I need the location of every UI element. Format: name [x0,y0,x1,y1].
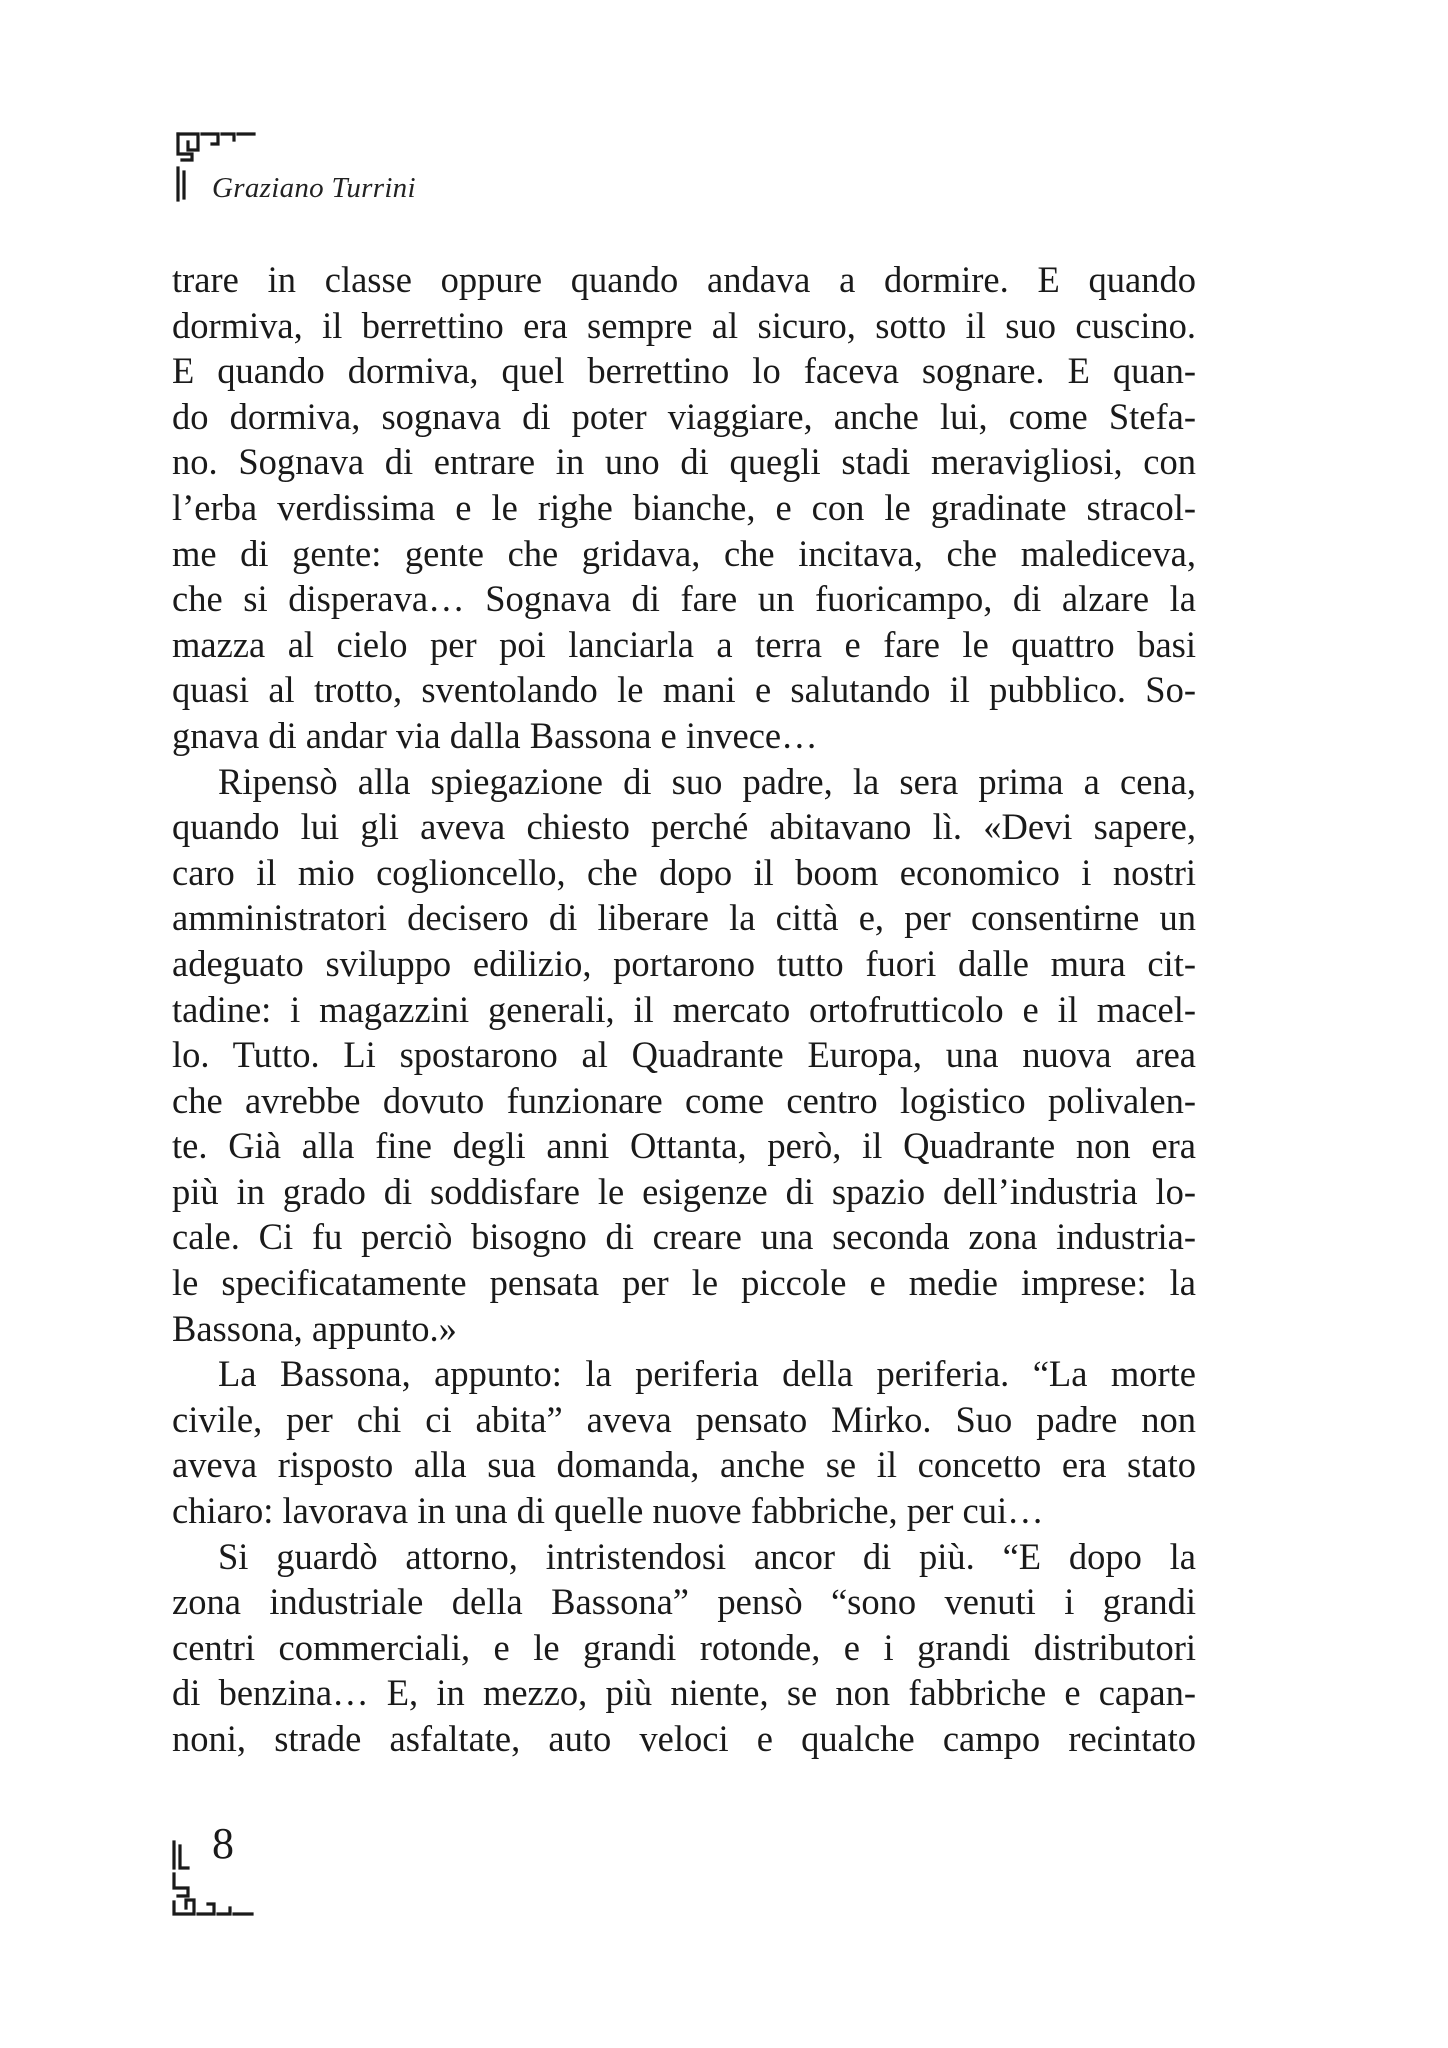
text-line: mazza al cielo per poi lanciarla a terra e fare le quattro basi [172,623,1196,665]
text-line: aveva risposto alla sua domanda, anche se il concetto era stato [172,1444,1196,1486]
text-line: do dormiva, sognava di poter viaggiare, anche lui, come Stefa- [172,395,1196,437]
page-number: 8 [212,1819,234,1868]
text-line: tadine: i magazzini generali, il mercato ortofrutticolo e il macel- [172,988,1196,1030]
text-line: dormiva, il berrettino era sempre al sicuro, sotto il suo cuscino. [172,304,1196,346]
body-text [172,257,1196,1762]
text-line: lo. Tutto. Li spostarono al Quadrante Europa, una nuova area [172,1034,1196,1076]
text-line: l’erba verdissima e le righe bianche, e con le gradinate stracol- [172,486,1196,528]
text-line: centri commerciali, e le grandi rotonde, e i grandi distributori [172,1626,1196,1668]
corner-ornament-bottom-icon [168,1838,258,1918]
text-line: quasi al trotto, sventolando le mani e salutando il pubblico. So- [172,669,1196,711]
text-line: te. Già alla fine degli anni Ottanta, però, il Quadrante non era [172,1125,1196,1167]
text-line: chiaro: lavorava in una di quelle nuove fabbriche, per cui… [172,1490,1044,1532]
text-line: che avrebbe dovuto funzionare come centro logistico polivalen- [172,1079,1196,1121]
text-line: di benzina… E, in mezzo, più niente, se non fabbriche e capan- [172,1672,1196,1714]
text-line: civile, per chi ci abita” aveva pensato Mirko. Suo padre non [172,1398,1196,1440]
text-line: cale. Ci fu perciò bisogno di creare una seconda zona industria- [172,1216,1196,1258]
text-line: gnava di andar via dalla Bassona e invece… [172,714,818,756]
text-line: più in grado di soddisfare le esigenze di spazio dell’industria lo- [172,1170,1196,1212]
text-line: La Bassona, appunto: la periferia della periferia. “La morte [218,1353,1196,1395]
text-line: amministratori decisero di liberare la città e, per consentirne un [172,897,1196,939]
text-line: noni, strade asfaltate, auto veloci e qualche campo recintato [172,1718,1196,1759]
running-head: Graziano Turrini [212,172,416,204]
text-line: quando lui gli aveva chiesto perché abitavano lì. «Devi sapere, [172,806,1196,848]
text-line: me di gente: gente che gridava, che incitava, che malediceva, [172,532,1196,574]
text-line: zona industriale della Bassona” pensò “sono venuti i grandi [172,1581,1196,1623]
text-line: Ripensò alla spiegazione di suo padre, la sera prima a cena, [218,760,1196,802]
text-line: no. Sognava di entrare in uno di quegli stadi meravigliosi, con [172,441,1196,483]
text-line: Si guardò attorno, intristendosi ancor di più. “E dopo la [218,1535,1196,1577]
text-line: trare in classe oppure quando andava a dormire. E quando [172,259,1196,300]
text-line: adeguato sviluppo edilizio, portarono tutto fuori dalle mura cit- [172,942,1196,984]
text-line: caro il mio coglioncello, che dopo il boom economico i nostri [172,851,1196,893]
text-line: che si disperava… Sognava di fare un fuoricampo, di alzare la [172,578,1196,620]
text-line: E quando dormiva, quel berrettino lo faceva sognare. E quan- [172,350,1196,392]
text-line: le specificatamente pensata per le piccole e medie imprese: la [172,1262,1196,1304]
text-line: Bassona, appunto.» [172,1307,457,1349]
